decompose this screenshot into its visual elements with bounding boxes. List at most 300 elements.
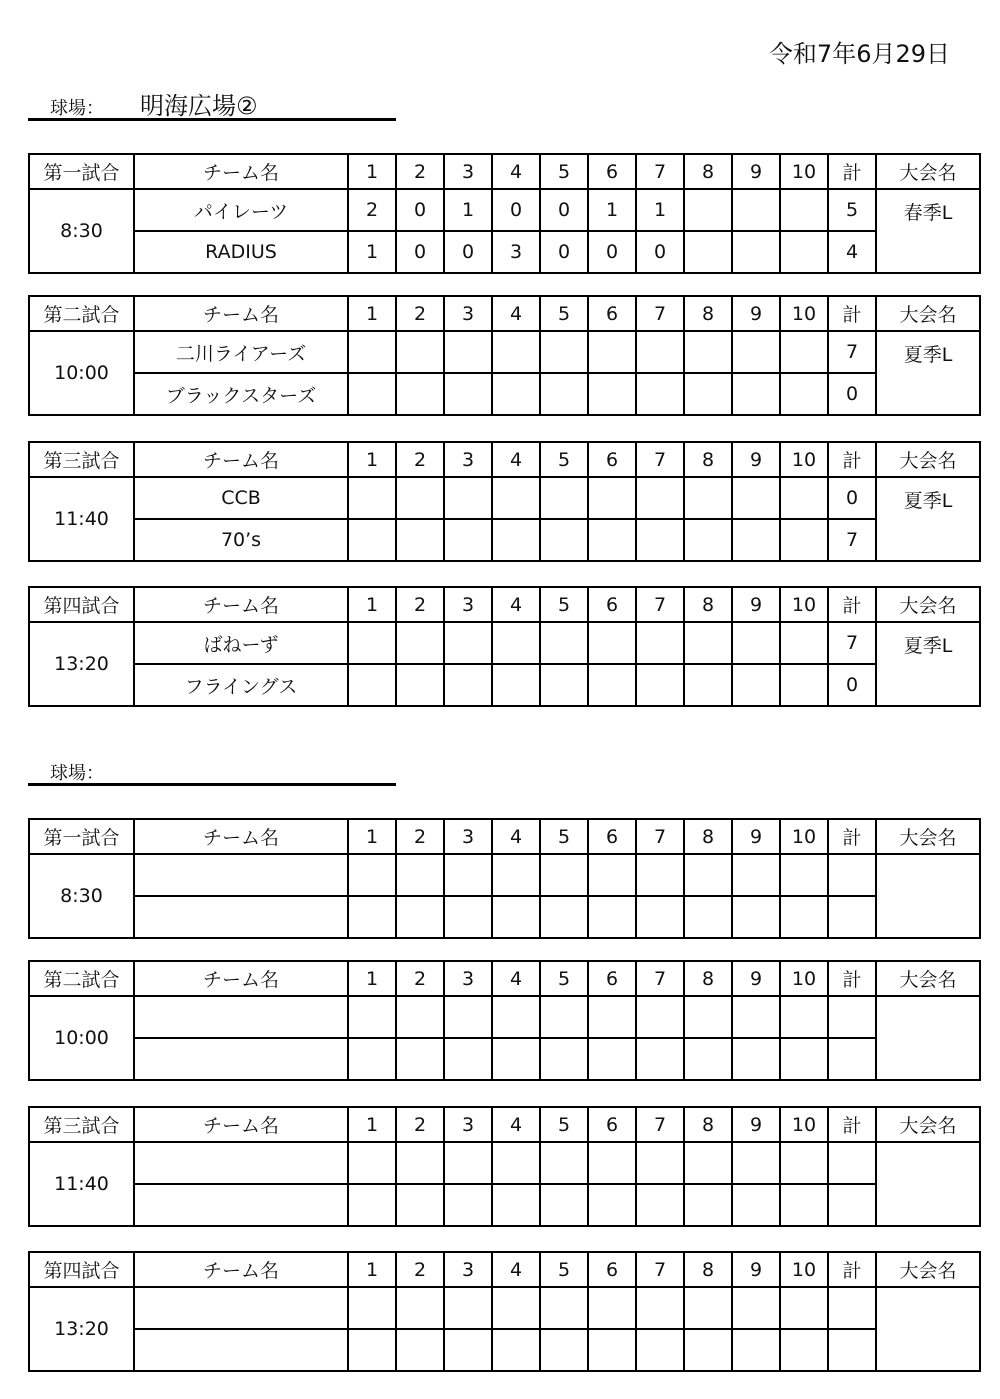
team-row (29, 231, 980, 273)
header-inning-3: 3 (444, 442, 492, 477)
inning-score (732, 373, 780, 415)
total-score (828, 1184, 876, 1226)
team-row (29, 1038, 980, 1080)
header-inning-7: 7 (636, 587, 684, 622)
header-row (29, 819, 980, 854)
game-time: 13:20 (29, 1287, 134, 1371)
inning-score (444, 1142, 492, 1184)
total-score (828, 996, 876, 1038)
inning-score (396, 1184, 444, 1226)
inning-score (540, 1142, 588, 1184)
team-row (29, 519, 980, 561)
inning-score: 0 (444, 231, 492, 273)
inning-score (684, 622, 732, 664)
inning-score (732, 519, 780, 561)
header-row (29, 296, 980, 331)
header-inning-9: 9 (732, 819, 780, 854)
header-inning-6: 6 (588, 587, 636, 622)
game-label: 第二試合 (29, 961, 134, 996)
header-inning-2: 2 (396, 1107, 444, 1142)
header-inning-5: 5 (540, 1107, 588, 1142)
inning-score (588, 1038, 636, 1080)
tournament-name (876, 854, 980, 938)
inning-score (732, 1287, 780, 1329)
header-team-name: チーム名 (134, 819, 348, 854)
inning-score: 0 (588, 231, 636, 273)
venue-label: 球場： (50, 98, 104, 119)
game-label: 第三試合 (29, 442, 134, 477)
inning-score: 3 (492, 231, 540, 273)
header-inning-5: 5 (540, 819, 588, 854)
inning-score (348, 519, 396, 561)
inning-score (780, 664, 828, 706)
header-inning-3: 3 (444, 961, 492, 996)
header-inning-8: 8 (684, 154, 732, 189)
header-inning-10: 10 (780, 819, 828, 854)
header-inning-3: 3 (444, 1252, 492, 1287)
header-inning-8: 8 (684, 1107, 732, 1142)
header-inning-6: 6 (588, 961, 636, 996)
header-inning-3: 3 (444, 296, 492, 331)
inning-score (444, 622, 492, 664)
inning-score (492, 519, 540, 561)
inning-score (636, 854, 684, 896)
inning-score (780, 373, 828, 415)
inning-score (588, 1329, 636, 1371)
inning-score (732, 477, 780, 519)
team-row (29, 373, 980, 415)
header-team-name: チーム名 (134, 587, 348, 622)
header-inning-9: 9 (732, 587, 780, 622)
inning-score (444, 664, 492, 706)
inning-score (636, 373, 684, 415)
inning-score (348, 373, 396, 415)
inning-score (780, 189, 828, 231)
game-time: 10:00 (29, 996, 134, 1080)
total-score: 5 (828, 189, 876, 231)
inning-score (588, 1287, 636, 1329)
header-inning-4: 4 (492, 1107, 540, 1142)
total-score (828, 1142, 876, 1184)
inning-score (348, 1142, 396, 1184)
inning-score (396, 622, 444, 664)
total-score (828, 1329, 876, 1371)
team-name: 70’s (134, 519, 348, 561)
inning-score (492, 1184, 540, 1226)
inning-score (636, 1287, 684, 1329)
header-total: 計 (828, 154, 876, 189)
team-row (29, 1329, 980, 1371)
header-total: 計 (828, 961, 876, 996)
inning-score (588, 477, 636, 519)
tournament-name: 春季L (876, 189, 980, 273)
game-time: 11:40 (29, 1142, 134, 1226)
venue-header (28, 747, 396, 786)
team-row (29, 1287, 980, 1329)
inning-score (492, 1329, 540, 1371)
header-inning-8: 8 (684, 961, 732, 996)
team-row (29, 996, 980, 1038)
header-total: 計 (828, 442, 876, 477)
header-inning-4: 4 (492, 154, 540, 189)
inning-score (684, 231, 732, 273)
inning-score (780, 1038, 828, 1080)
team-name (134, 896, 348, 938)
inning-score (636, 331, 684, 373)
inning-score (780, 622, 828, 664)
inning-score (348, 996, 396, 1038)
inning-score (396, 1329, 444, 1371)
inning-score (588, 331, 636, 373)
header-tournament: 大会名 (876, 442, 980, 477)
inning-score (492, 373, 540, 415)
document-date: 令和7年6月29日 (768, 40, 950, 68)
header-inning-4: 4 (492, 296, 540, 331)
inning-score (540, 1329, 588, 1371)
header-inning-2: 2 (396, 587, 444, 622)
team-row (29, 896, 980, 938)
inning-score (684, 519, 732, 561)
inning-score (348, 1038, 396, 1080)
inning-score (348, 1287, 396, 1329)
inning-score: 0 (540, 231, 588, 273)
header-inning-1: 1 (348, 1107, 396, 1142)
team-name: フライングス (134, 664, 348, 706)
header-inning-1: 1 (348, 819, 396, 854)
inning-score (636, 1038, 684, 1080)
team-name (134, 854, 348, 896)
inning-score (732, 1038, 780, 1080)
inning-score (684, 1038, 732, 1080)
inning-score: 1 (444, 189, 492, 231)
team-name: パイレーツ (134, 189, 348, 231)
total-score: 0 (828, 664, 876, 706)
inning-score (540, 854, 588, 896)
game-label: 第四試合 (29, 587, 134, 622)
team-name: ばねーず (134, 622, 348, 664)
header-inning-10: 10 (780, 1107, 828, 1142)
header-inning-5: 5 (540, 961, 588, 996)
header-team-name: チーム名 (134, 442, 348, 477)
inning-score (636, 1142, 684, 1184)
inning-score (396, 519, 444, 561)
inning-score (444, 519, 492, 561)
inning-score (636, 477, 684, 519)
game-label: 第二試合 (29, 296, 134, 331)
header-inning-3: 3 (444, 154, 492, 189)
header-inning-1: 1 (348, 442, 396, 477)
inning-score (636, 664, 684, 706)
inning-score (636, 519, 684, 561)
inning-score (636, 1184, 684, 1226)
inning-score (396, 1038, 444, 1080)
team-row (29, 331, 980, 373)
inning-score (780, 519, 828, 561)
header-row (29, 154, 980, 189)
inning-score (588, 854, 636, 896)
game-time: 10:00 (29, 331, 134, 415)
score-table (28, 586, 981, 707)
header-inning-1: 1 (348, 296, 396, 331)
header-inning-9: 9 (732, 1107, 780, 1142)
inning-score (780, 896, 828, 938)
inning-score (780, 1287, 828, 1329)
header-inning-9: 9 (732, 154, 780, 189)
header-inning-9: 9 (732, 961, 780, 996)
header-inning-10: 10 (780, 1252, 828, 1287)
header-inning-2: 2 (396, 961, 444, 996)
header-inning-9: 9 (732, 1252, 780, 1287)
inning-score (732, 231, 780, 273)
total-score (828, 896, 876, 938)
score-table (28, 960, 981, 1081)
header-inning-7: 7 (636, 1107, 684, 1142)
header-inning-8: 8 (684, 819, 732, 854)
inning-score (588, 1184, 636, 1226)
inning-score (540, 519, 588, 561)
inning-score (540, 664, 588, 706)
inning-score (588, 622, 636, 664)
inning-score: 1 (636, 189, 684, 231)
inning-score (684, 664, 732, 706)
inning-score: 0 (636, 231, 684, 273)
header-inning-6: 6 (588, 296, 636, 331)
inning-score (540, 1287, 588, 1329)
inning-score (780, 1184, 828, 1226)
inning-score: 0 (396, 189, 444, 231)
inning-score (540, 1184, 588, 1226)
header-inning-7: 7 (636, 442, 684, 477)
inning-score (492, 477, 540, 519)
inning-score (348, 896, 396, 938)
header-inning-8: 8 (684, 296, 732, 331)
inning-score (348, 331, 396, 373)
score-table (28, 441, 981, 562)
header-inning-4: 4 (492, 1252, 540, 1287)
inning-score (540, 622, 588, 664)
header-inning-1: 1 (348, 587, 396, 622)
inning-score (348, 477, 396, 519)
header-total: 計 (828, 819, 876, 854)
inning-score (684, 1142, 732, 1184)
header-inning-2: 2 (396, 296, 444, 331)
inning-score (684, 477, 732, 519)
inning-score (780, 231, 828, 273)
team-name (134, 996, 348, 1038)
header-team-name: チーム名 (134, 1252, 348, 1287)
header-total: 計 (828, 1252, 876, 1287)
inning-score (732, 331, 780, 373)
inning-score (732, 1329, 780, 1371)
inning-score: 1 (588, 189, 636, 231)
header-team-name: チーム名 (134, 961, 348, 996)
header-total: 計 (828, 1107, 876, 1142)
inning-score (732, 664, 780, 706)
game-time: 8:30 (29, 189, 134, 273)
inning-score (348, 664, 396, 706)
header-tournament: 大会名 (876, 154, 980, 189)
inning-score (540, 896, 588, 938)
inning-score (396, 477, 444, 519)
inning-score (732, 1142, 780, 1184)
inning-score: 2 (348, 189, 396, 231)
header-inning-7: 7 (636, 819, 684, 854)
inning-score (396, 896, 444, 938)
inning-score (348, 1184, 396, 1226)
header-row (29, 1252, 980, 1287)
header-inning-1: 1 (348, 1252, 396, 1287)
score-table (28, 295, 981, 416)
team-name (134, 1287, 348, 1329)
game-label: 第四試合 (29, 1252, 134, 1287)
header-inning-5: 5 (540, 587, 588, 622)
inning-score (684, 331, 732, 373)
inning-score (780, 854, 828, 896)
inning-score (588, 896, 636, 938)
header-inning-7: 7 (636, 296, 684, 331)
inning-score (540, 373, 588, 415)
header-inning-6: 6 (588, 442, 636, 477)
tournament-name (876, 1287, 980, 1371)
inning-score (396, 1287, 444, 1329)
inning-score (780, 1329, 828, 1371)
header-inning-10: 10 (780, 587, 828, 622)
inning-score (588, 996, 636, 1038)
venue-name: 明海広場② (140, 92, 258, 120)
venue-header (28, 82, 396, 121)
inning-score (636, 622, 684, 664)
inning-score (636, 996, 684, 1038)
inning-score (732, 622, 780, 664)
inning-score (396, 331, 444, 373)
header-row (29, 587, 980, 622)
inning-score (588, 519, 636, 561)
inning-score (492, 896, 540, 938)
game-time: 13:20 (29, 622, 134, 706)
header-team-name: チーム名 (134, 1107, 348, 1142)
inning-score (684, 854, 732, 896)
inning-score (444, 1287, 492, 1329)
inning-score: 0 (540, 189, 588, 231)
inning-score (540, 1038, 588, 1080)
header-inning-3: 3 (444, 1107, 492, 1142)
inning-score (540, 996, 588, 1038)
header-inning-2: 2 (396, 442, 444, 477)
header-inning-6: 6 (588, 819, 636, 854)
inning-score (780, 1142, 828, 1184)
header-inning-9: 9 (732, 442, 780, 477)
game-label: 第一試合 (29, 819, 134, 854)
score-table (28, 153, 981, 274)
inning-score (684, 1329, 732, 1371)
inning-score (396, 1142, 444, 1184)
team-name: RADIUS (134, 231, 348, 273)
header-row (29, 961, 980, 996)
inning-score (492, 622, 540, 664)
header-inning-10: 10 (780, 296, 828, 331)
header-inning-10: 10 (780, 154, 828, 189)
inning-score (780, 477, 828, 519)
total-score (828, 1038, 876, 1080)
inning-score (636, 1329, 684, 1371)
header-inning-4: 4 (492, 587, 540, 622)
header-inning-3: 3 (444, 587, 492, 622)
header-inning-5: 5 (540, 154, 588, 189)
inning-score (780, 331, 828, 373)
total-score (828, 854, 876, 896)
inning-score (588, 1142, 636, 1184)
venue-label: 球場： (50, 763, 104, 784)
inning-score (492, 1142, 540, 1184)
inning-score (396, 373, 444, 415)
header-inning-4: 4 (492, 442, 540, 477)
tournament-name: 夏季L (876, 477, 980, 561)
total-score (828, 1287, 876, 1329)
header-inning-5: 5 (540, 296, 588, 331)
total-score: 7 (828, 519, 876, 561)
header-inning-7: 7 (636, 154, 684, 189)
header-inning-2: 2 (396, 154, 444, 189)
header-inning-5: 5 (540, 442, 588, 477)
total-score: 7 (828, 331, 876, 373)
tournament-name (876, 996, 980, 1080)
inning-score (444, 1038, 492, 1080)
header-tournament: 大会名 (876, 296, 980, 331)
header-inning-6: 6 (588, 154, 636, 189)
inning-score (492, 331, 540, 373)
inning-score (732, 896, 780, 938)
inning-score (348, 854, 396, 896)
team-name (134, 1329, 348, 1371)
header-inning-10: 10 (780, 961, 828, 996)
score-table (28, 818, 981, 939)
inning-score (540, 477, 588, 519)
inning-score (684, 896, 732, 938)
team-row (29, 622, 980, 664)
team-row (29, 189, 980, 231)
team-name: 二川ライアーズ (134, 331, 348, 373)
team-name: CCB (134, 477, 348, 519)
header-inning-8: 8 (684, 1252, 732, 1287)
header-inning-4: 4 (492, 819, 540, 854)
game-label: 第一試合 (29, 154, 134, 189)
header-inning-7: 7 (636, 961, 684, 996)
inning-score (684, 189, 732, 231)
game-label: 第三試合 (29, 1107, 134, 1142)
inning-score (588, 664, 636, 706)
header-tournament: 大会名 (876, 1107, 980, 1142)
header-total: 計 (828, 587, 876, 622)
team-row (29, 854, 980, 896)
tournament-name: 夏季L (876, 622, 980, 706)
inning-score (684, 1287, 732, 1329)
total-score: 7 (828, 622, 876, 664)
header-inning-3: 3 (444, 819, 492, 854)
header-inning-1: 1 (348, 961, 396, 996)
inning-score (348, 622, 396, 664)
team-row (29, 477, 980, 519)
game-time: 8:30 (29, 854, 134, 938)
header-team-name: チーム名 (134, 296, 348, 331)
inning-score (444, 373, 492, 415)
inning-score (492, 854, 540, 896)
team-name (134, 1142, 348, 1184)
inning-score: 1 (348, 231, 396, 273)
team-name (134, 1184, 348, 1226)
tournament-name (876, 1142, 980, 1226)
inning-score (684, 996, 732, 1038)
inning-score (780, 996, 828, 1038)
